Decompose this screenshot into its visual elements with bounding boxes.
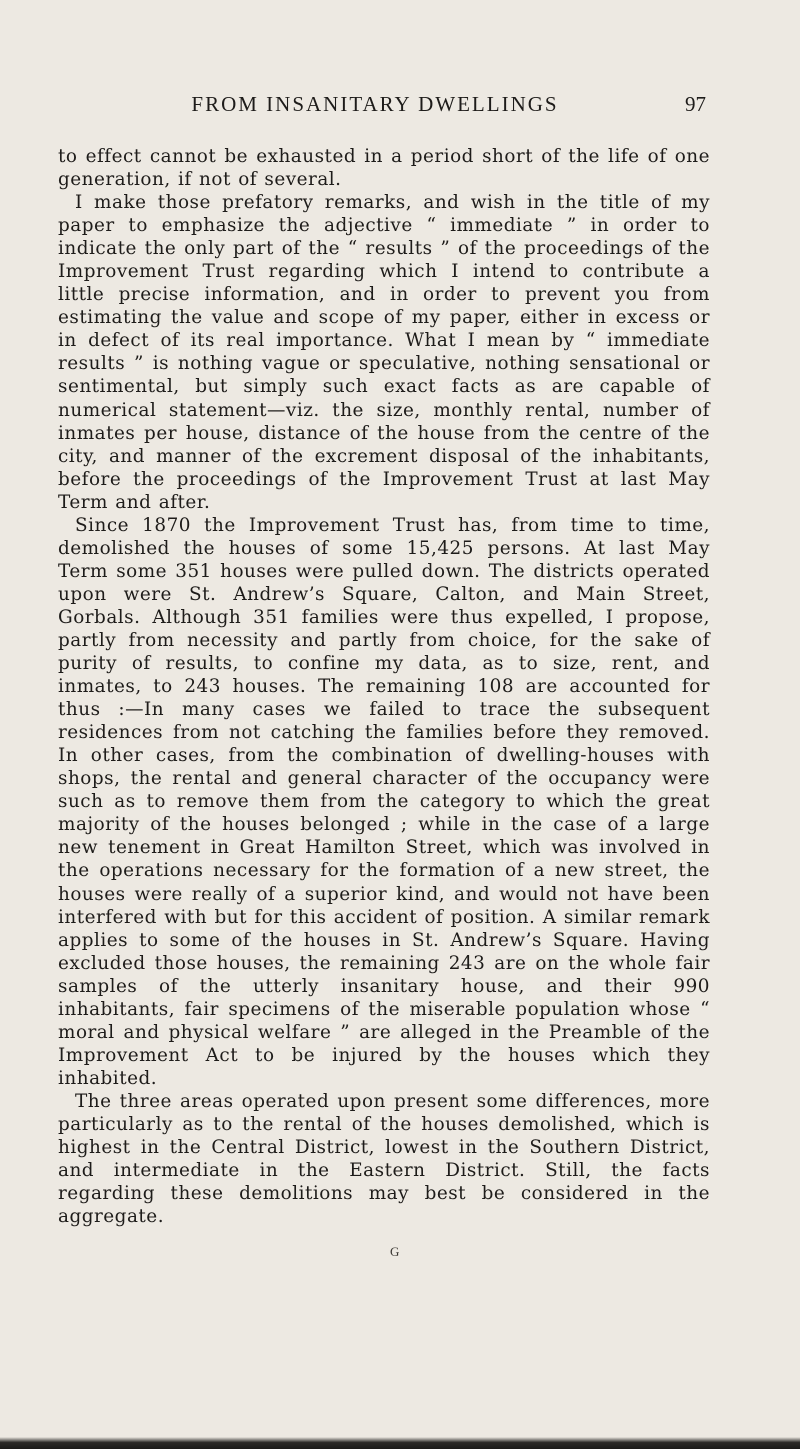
page-edge-shadow (0, 1437, 800, 1449)
paragraph-prefatory: I make those prefatory remarks, and wish in the title of my paper to emphasize the adjective “ immediate ” in order to indicate the only part of the “ results ” of the proceedings of the Improvement Trust regarding which I intend to contribute a little precise information, and in order to prevent you from estimating the value and scope of my paper, either in excess or in defect of its real importance. What I mean by “ immediate results ” is nothing vague or speculative, nothing sensational or sentimental, but simply such exact facts as are capable of numerical statement—viz. the size, monthly rental, number of inmates per house, distance of the house from the centre of the city, and manner of the excrement disposal of the inhabitants, before the proceedings of the Improvement Trust at last May Term and after. (58, 192, 710, 513)
paragraph-districts: The three areas operated upon present some differences, more particularly as to the rental of the houses demolished, which is highest in the Central District, lowest in the Southern District, and intermediate in the Eastern District. Still, the facts regarding these demolitions may best be considered in the aggregate. (58, 1090, 710, 1228)
paragraph-demolitions: Since 1870 the Improvement Trust has, from time to time, demolished the houses of some 15,425 persons. At last May Term some 351 houses were pulled down. The districts operated upon were St. Andrew’s Square, Calton, and Main Street, Gorbals. Although 351 families were thus expelled, I propose, partly from necessity and partly from choice, for the sake of purity of results, to confine my data, as to size, rent, and inmates, to 243 houses. The remaining 108 are accounted for thus :—In many cases we failed to trace the subsequent residences from not catching the families before they removed. In other cases, from the combination of dwelling-houses with shops, the rental and general character of the occupancy were such as to remove them from the category to which the great majority of the houses belonged ; while in the case of a large new tenement in Great Hamilton Street, which was involved in the operations necessary for the formation of a new street, the houses were really of a superior kind, and would not have been interfered with but for this accident of position. A similar remark applies to some of the houses in St. Andrew’s Square. Having excluded those houses, the remaining 243 are on the whole fair samples of the utterly insanitary house, and their 990 inhabitants, fair specimens of the miserable population whose “ moral and physical welfare ” are alleged in the Preamble of the Improvement Act to be injured by the houses which they inhabited. (58, 514, 710, 1089)
signature-mark: G (390, 1244, 400, 1259)
running-head: FROM INSANITARY DWELLINGS (191, 92, 559, 116)
body-text (58, 145, 710, 1228)
paragraph-continuation: to effect cannot be exhausted in a period short of the life of one generation, if not of several. (58, 146, 710, 191)
page-number: 97 (685, 92, 706, 116)
